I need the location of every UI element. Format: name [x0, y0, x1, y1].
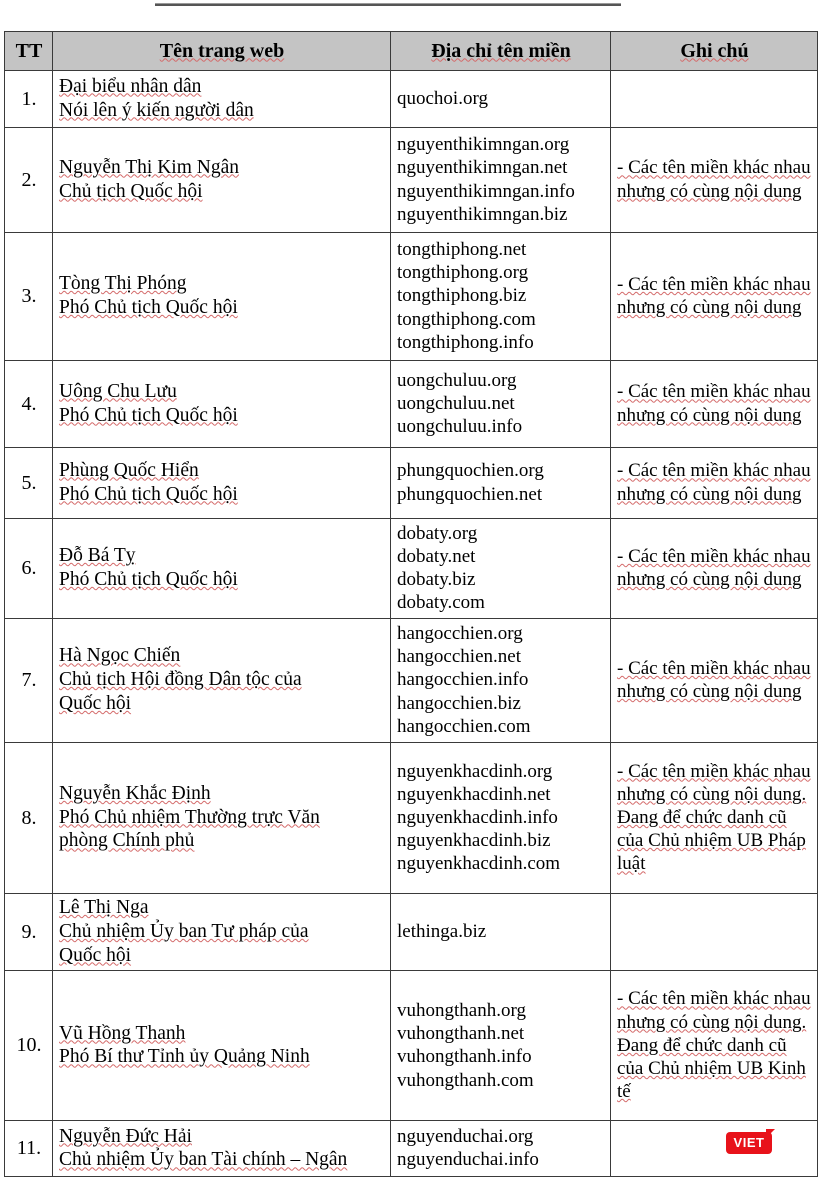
domain-cell-line: vuhongthanh.org [397, 1000, 526, 1021]
domain-cell-line: dobaty.com [397, 592, 485, 614]
domain-cell-line: tongthiphong.org [397, 262, 529, 284]
note-cell [611, 743, 818, 894]
website-name-cell-line: Phùng Quốc Hiển [59, 459, 199, 481]
table-row [5, 361, 818, 448]
table-row [5, 71, 818, 128]
note-cell [611, 361, 818, 448]
domain-cell-line: vuhongthanh.net [397, 1023, 525, 1045]
website-name-cell-line: Nguyễn Thị Kim Ngân [59, 156, 239, 178]
domain-list-table [4, 31, 818, 1177]
website-name-cell-line: Phó Chủ tịch Quốc hội [59, 483, 238, 505]
domain-cell-line: hangocchien.biz [397, 692, 521, 714]
domain-cell-line: vuhongthanh.info [397, 1046, 532, 1068]
website-name-cell [53, 448, 391, 519]
column-header-note-label: Ghi chú [680, 39, 749, 62]
domain-cell-line: nguyenkhacdinh.com [397, 853, 561, 875]
note-cell-line: - Các tên miền khác nhau nhưng có cùng nội dung [617, 157, 811, 202]
row-index: 4. [5, 361, 53, 448]
domain-cell [391, 971, 611, 1121]
note-cell-line: - Các tên miền khác nhau nhưng có cùng nội dung [617, 657, 811, 702]
domain-cell-line: lethinga.biz [397, 921, 487, 943]
viet-watermark-label: VIET [726, 1132, 772, 1154]
column-header-domain [391, 32, 611, 71]
website-name-cell [53, 361, 391, 448]
website-name-cell-line: Chủ tịch Quốc hội [59, 180, 203, 202]
domain-cell-line: hangocchien.com [397, 715, 531, 737]
domain-cell-line: nguyenthikimngan.biz [397, 203, 568, 225]
domain-cell-line: tongthiphong.biz [397, 285, 527, 307]
row-index: 8. [5, 743, 53, 894]
note-cell [611, 71, 818, 128]
domain-cell-line: phungquochien.org [397, 460, 544, 482]
table-row [5, 128, 818, 233]
table-header [5, 32, 818, 71]
domain-cell [391, 894, 611, 971]
website-name-cell-line: Uông Chu Lưu [59, 380, 177, 402]
website-name-cell-line: Nói lên ý kiến người dân [59, 99, 254, 121]
table-body [5, 71, 818, 1177]
note-cell-line: - Các tên miền khác nhau nhưng có cùng nội dung [617, 381, 811, 426]
table-row [5, 233, 818, 361]
note-cell [611, 128, 818, 233]
domain-cell [391, 361, 611, 448]
website-name-cell-line: Hà Ngọc Chiến [59, 645, 181, 667]
note-cell-line: - Các tên miền khác nhau nhưng có cùng nội dung. Đang để chức danh cũ của Chủ nhiệm UB Kinh tế [617, 988, 811, 1103]
website-name-cell-line: Lê Thị Nga [59, 897, 149, 918]
column-header-name-label: Tên trang web [159, 39, 285, 62]
domain-cell [391, 128, 611, 233]
website-name-cell-line: Quốc hội [59, 692, 132, 714]
domain-cell-line: nguyenthikimngan.org [397, 134, 570, 156]
domain-cell-line: nguyenduchai.info [397, 1149, 539, 1171]
domain-cell-line: nguyenkhacdinh.biz [397, 830, 551, 852]
row-index: 10. [5, 971, 53, 1121]
domain-cell-line: nguyenkhacdinh.net [397, 783, 551, 805]
website-name-cell-line: Tòng Thị Phóng [59, 273, 187, 295]
domain-cell-line: dobaty.org [397, 522, 478, 544]
website-name-cell-line: Phó Bí thư Tỉnh ủy Quảng Ninh [59, 1046, 310, 1068]
domain-cell-line: uongchuluu.org [397, 369, 517, 391]
website-name-cell-line: Chủ nhiệm Ủy ban Tư pháp của [59, 920, 309, 942]
website-name-cell-line: Quốc hội [59, 944, 132, 966]
table-row [5, 448, 818, 519]
note-cell [611, 619, 818, 743]
header-row [5, 32, 818, 71]
domain-cell-line: tongthiphong.info [397, 331, 534, 353]
note-cell [611, 233, 818, 361]
website-name-cell [53, 71, 391, 128]
website-name-cell-line: Nguyễn Khắc Định [59, 782, 211, 804]
row-index: 9. [5, 894, 53, 971]
domain-cell [391, 743, 611, 894]
domain-cell [391, 448, 611, 519]
website-name-cell-line: Đại biểu nhân dân [59, 75, 202, 97]
website-name-cell-line: Phó Chủ tịch Quốc hội [59, 404, 238, 426]
column-header-note [611, 32, 818, 71]
website-name-cell-line: Chủ nhiệm Ủy ban Tài chính – Ngân [59, 1149, 348, 1171]
domain-cell-line: tongthiphong.com [397, 308, 536, 330]
table-row [5, 619, 818, 743]
website-name-cell [53, 128, 391, 233]
website-name-cell [53, 1121, 391, 1177]
website-name-cell-line: Nguyễn Đức Hải [59, 1125, 192, 1147]
website-name-cell-line: Phó Chủ nhiệm Thường trực Văn [59, 806, 320, 828]
website-name-cell-line: Phó Chủ tịch Quốc hội [59, 297, 238, 318]
website-name-cell [53, 743, 391, 894]
row-index: 3. [5, 233, 53, 361]
domain-cell-line: uongchuluu.net [397, 392, 515, 414]
domain-cell-line: uongchuluu.info [397, 416, 523, 438]
column-header-domain-label: Địa chỉ tên miền [431, 39, 571, 62]
domain-cell-line: nguyenthikimngan.info [397, 180, 575, 202]
website-name-cell [53, 971, 391, 1121]
column-header-tt: TT [5, 32, 53, 71]
domain-cell-line: hangocchien.info [397, 669, 529, 691]
note-cell [611, 519, 818, 619]
row-index: 5. [5, 448, 53, 519]
note-cell [611, 894, 818, 971]
domain-cell-line: phungquochien.net [397, 483, 543, 505]
domain-cell-line: nguyenkhacdinh.info [397, 806, 558, 828]
page-header-rule [155, 3, 621, 6]
domain-cell-line: hangocchien.net [397, 646, 521, 668]
table-row [5, 894, 818, 971]
viet-watermark-logo [726, 1129, 778, 1155]
domain-cell-line: hangocchien.org [397, 623, 523, 645]
table-row [5, 971, 818, 1121]
column-header-name [53, 32, 391, 71]
row-index: 6. [5, 519, 53, 619]
domain-cell-line: quochoi.org [397, 87, 488, 109]
website-name-cell [53, 233, 391, 361]
domain-cell-line: nguyenkhacdinh.org [397, 760, 553, 782]
domain-cell-line: nguyenduchai.org [397, 1126, 534, 1148]
domain-cell-line: dobaty.biz [397, 569, 476, 590]
table-row [5, 743, 818, 894]
note-cell [611, 1121, 818, 1177]
note-cell-line: - Các tên miền khác nhau nhưng có cùng nội dung. Đang để chức danh cũ của Chủ nhiệm UB Pháp luật [617, 760, 811, 875]
website-name-cell-line: phòng Chính phủ [59, 830, 195, 852]
note-cell [611, 448, 818, 519]
website-name-cell [53, 519, 391, 619]
row-index: 11. [5, 1121, 53, 1177]
note-cell-line: - Các tên miền khác nhau nhưng có cùng nội dung [617, 460, 811, 505]
table-row [5, 1121, 818, 1177]
domain-cell-line: nguyenthikimngan.net [397, 157, 568, 179]
website-name-cell-line: Đỗ Bá Tỵ [59, 545, 136, 567]
domain-cell-line: vuhongthanh.com [397, 1069, 534, 1091]
table-row [5, 519, 818, 619]
row-index: 7. [5, 619, 53, 743]
website-name-cell [53, 894, 391, 971]
domain-cell [391, 519, 611, 619]
domain-cell [391, 619, 611, 743]
website-name-cell-line: Chủ tịch Hội đồng Dân tộc của [59, 669, 302, 691]
website-name-cell-line: Vũ Hồng Thanh [59, 1022, 186, 1044]
website-name-cell [53, 619, 391, 743]
domain-cell-line: tongthiphong.net [397, 239, 527, 261]
domain-cell [391, 233, 611, 361]
note-cell-line: - Các tên miền khác nhau nhưng có cùng nội dung [617, 545, 811, 590]
website-name-cell-line: Phó Chủ tịch Quốc hội [59, 569, 238, 590]
row-index: 1. [5, 71, 53, 128]
domain-cell-line: dobaty.net [397, 545, 476, 567]
note-cell [611, 971, 818, 1121]
note-cell-line: - Các tên miền khác nhau nhưng có cùng nội dung [617, 273, 811, 318]
domain-cell [391, 1121, 611, 1177]
domain-cell [391, 71, 611, 128]
row-index: 2. [5, 128, 53, 233]
